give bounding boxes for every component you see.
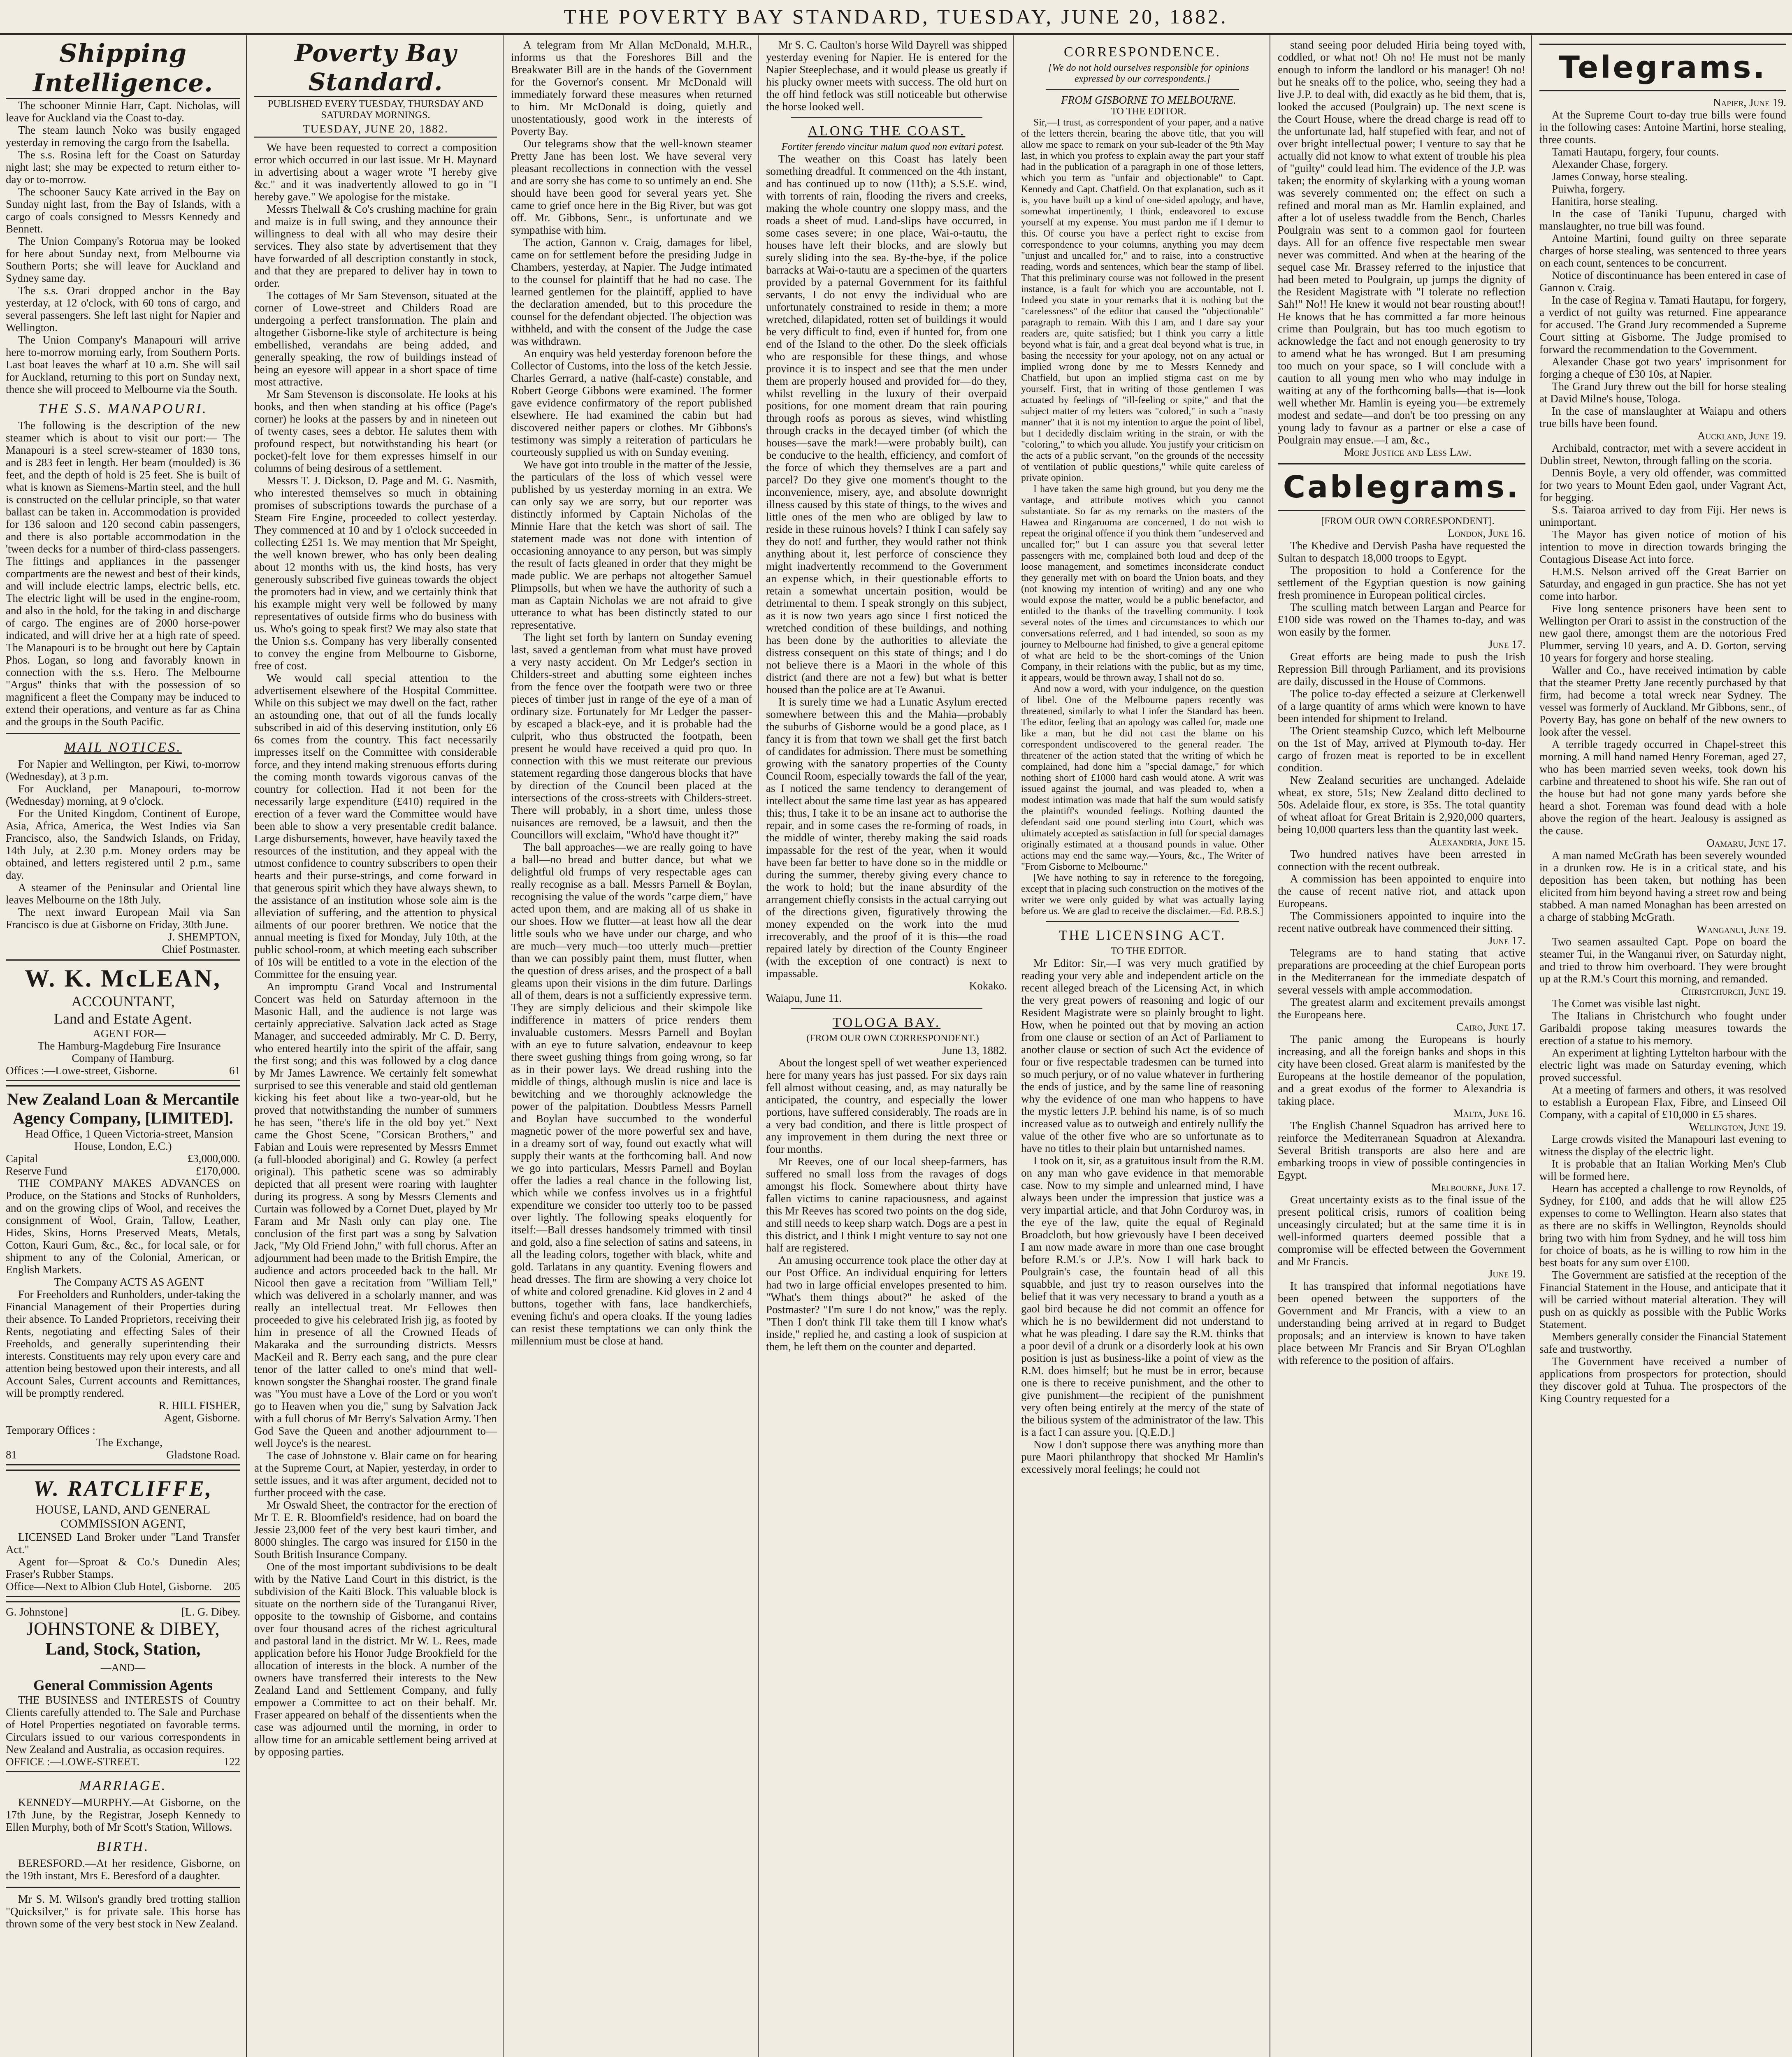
dateline: June 17.: [1488, 638, 1525, 650]
publication-days: PUBLISHED EVERY TUESDAY, THURSDAY AND SATURDAY MORNINGS.: [254, 96, 497, 121]
news-item: At the Supreme Court to-day true bills were found in the following cases: Antoine Martini, horse stealing, three counts.: [1539, 109, 1786, 146]
manapouri-heading: THE S.S. MANAPOURI.: [38, 401, 208, 416]
news-item: At a meeting of farmers and others, it was resolved to establish a European Flax, Fibre, and Linseed Oil Company, with a capital of £10,000 in £5 shares.: [1539, 1084, 1786, 1121]
paragraph: The cottages of Mr Sam Stevenson, situated at the corner of Lowe-street and Childers Road are undergoing a perfect transformation. The plain and altogether Gisborne-like style of architecture is being embellished, verandahs are being added, and generally speaking, the row of buildings instead of being an eyesore will appear in a short space of time most attractive.: [254, 289, 497, 388]
ad-nz-loan-office: Head Office, 1 Queen Victoria-street, Mansion House, London, E.C.): [25, 1128, 233, 1152]
news-item: The sculling match between Largan and Pearce for £100 side was rowed on the Thames to-day, and was won easily by the former.: [1278, 601, 1525, 638]
capital-value: £3,000,000.: [187, 1152, 240, 1165]
telegrams-heading: Telegrams.: [1559, 50, 1767, 85]
racing-note: [766, 39, 1007, 113]
news-item: Five long sentence prisoners have been sent to Wellington per Orari to assist in the construction of the new gaol there, amongst them are the notorious Fred Plummer, serving 10 years, and A. D. Gorton, serving 10 years for forgery and horse stealing.: [1539, 602, 1786, 664]
reserve-label: Reserve Fund: [6, 1165, 67, 1177]
paragraph: Messrs T. J. Dickson, D. Page and M. G. Nasmith, who interested themselves so much in obtaining promises of subscriptions towards the purchase of a Steam Fire Engine, proceeded to collect yesterday. They commenced at 10 and by 1 o'clock succeeded in collecting £251 1s. We may mention that Mr Speight, the well known brewer, who has only been dealing about 12 months with us, the kind hosts, has very generously subscribed five guineas towards the object the promoters had in view, and we certainly think that his example might very well be followed by many representatives of outside firms who do business with us. Who's going to speak first? We may also state that the Union s.s. Company has very liberally consented to convey the engine from Melbourne to Gisborne, free of cost.: [254, 474, 497, 672]
paragraph: Mr S. C. Caulton's horse Wild Dayrell was shipped yesterday evening for Napier. He is entered for the Napier Steeplechase, and it would please us greatly if his plucky owner meets with success. The old hurt on the off hind fetlock was still noticeable but otherwise the horse looked well.: [766, 39, 1007, 113]
paragraph: The schooner Saucy Kate arrived in the Bay on Sunday night last, from the Bay of Islands, with a cargo of coals consigned to Messrs Kennedy and Bennett.: [6, 186, 240, 235]
mail-notices-heading: MAIL NOTICES.: [64, 740, 182, 755]
newspaper-title: THE POVERTY BAY STANDARD, TUESDAY, JUNE 20, 1882.: [564, 5, 1228, 28]
news-item: The Mayor has given notice of motion of his intention to move in direction towards bringing the Contagious Disease Act into force.: [1539, 528, 1786, 565]
dateline: June 17.: [1488, 934, 1525, 947]
ad-mclean-offices: Offices :—Lowe-street, Gisborne.: [6, 1064, 158, 1077]
cablegram-items: [1278, 527, 1525, 1366]
paragraph: For Auckland, per Manapouri, to-morrow (Wednesday) morning, at 9 o'clock.: [6, 782, 240, 807]
postmaster-title: Chief Postmaster.: [162, 943, 240, 955]
column-2: [248, 35, 504, 2057]
news-item: The Government have received a number of applications from prospectors for protection, should they discover gold at Tuhua. The prospectors of the King Country requested for a: [1539, 1355, 1786, 1405]
paragraph: I have taken the same high ground, but you deny me the vantage, and attribute motives which you cannot substantiate. So far as my remarks on the masters of the Hawea and Ringarooma are concerned, I do not wish to repeat the original offence if you think them "undeserved and uncalled for;" but I can assure you that several letter passengers with me, complained both loud and deep of the loose management, and sometimes inconsiderate conduct they generally met with on board the Union boats, and they (not knowing my intention of writing) and any one who would expose the matter, would be a public benefactor, and entitled to the thanks of the travelling community. I took several notes of the times and circumstances to which our conversations referred, and I had intended, so soon as my journey to Melbourne had finished, to give a general epitome of what are held to be the short-comings of the Union Company, in their relations with the public, but as my time, it appears, would be thrown away, I shall not do so.: [1021, 484, 1264, 683]
news-item: James Conway, horse stealing.: [1552, 170, 1688, 183]
news-item: The Grand Jury threw out the bill for horse stealing at David Milne's house, Tologa.: [1539, 380, 1786, 405]
ad-mclean-role: ACCOUNTANT,: [71, 993, 175, 1010]
paragraph: For Napier and Wellington, per Kiwi, to-morrow (Wednesday), at 3 p.m.: [6, 758, 240, 782]
news-item: Hanitira, horse stealing.: [1552, 195, 1658, 207]
licensing-to-editor: TO THE EDITOR.: [1111, 946, 1186, 957]
ad-ratcliffe-no: 205: [223, 1580, 240, 1593]
news-item: A man named McGrath has been severely wounded in a drunken row. He is in a critical state, and his deposition has been taken, but nothing has been elicited from him beyond having a street row and being stabbed. A man named Monaghan has been arrested on a charge of stabbing McGrath.: [1539, 849, 1786, 923]
paragraph: stand seeing poor deluded Hiria being toyed with, coddled, or what not! Oh no! He must not be manly enough to inform the landlord or his manager! Oh no! but he sneaks off to the police, who, seeing they had a live J.P. to deal with, did exactly as he bid them, that is, looked the accused (Poulgrain) up. The next scene is the Court House, where the dread charge is read off to the unfortunate lad, half stupefied with fear, and not of over bright intellectual power; I venture to say that he actually did not know to what extent of trouble his plea of "guilty" could lead him. The evidence of the J.P. was taken; the enormity of skylarking with a young woman was severely commented on; the effect on such a refined and moral man as Mr. Hamlin explained, and after a lot of useless twaddle from the Bench, Charles Poulgrain was sent to a common gaol for fourteen days. All for an offence five respectable men swear never was committed. And when at the hearing of the sequel case Mr. Brassey referred to the injustice that had been meted to Poulgrain, up jumps the dignity of the Resident Magistrate with "I tolerate no reflection Sah!" No!! He knew it would not bear rousting about!! He knows that he has committed a far more heinous crime than Poulgrain, but has too much egotism to acknowledge the fact and not enough generosity to try to amend what he has wronged. But I am presuming too much on your space, so I will conclude with a caution to all young men who who may indulge in waiting at any of the forthcoming balls—that is—look well whether Mr. Hamlin is eyeing you—be extremely modest and sedate—and don't be too pressing on any young lady to favour as a partner or else a case of Poulgrain may ensue.—I am, &c.,: [1278, 39, 1525, 446]
letter-signature: More Justice and Less Law.: [1344, 446, 1472, 458]
ad-johnstone-body: THE BUSINESS and INTERESTS of Country Clients carefully attended to. The Sale and Purchase of Hotel Properties negotiated on favorable terms. Circulars issued to our various correspondents in New Zealand and Australia, as occasion requires.: [6, 1694, 240, 1755]
column-6: [1272, 35, 1532, 2057]
paragraph: We have been requested to correct a composition error which occurred in our last issue. Mr H. Maynard in advertising about a wager wrote "I hereby give &c." and it was inadvertently allowed to go in "I hereby gave." We apologise for the mistake.: [254, 141, 497, 203]
editorial-items: [254, 141, 497, 1758]
temp-offices-addr: The Exchange,: [96, 1436, 162, 1449]
paragraph: The Union Company's Rotorua may be looked for here about Sunday next, from Melbourne via Southern Ports; she will leave for Auckland and Sydney same day.: [6, 235, 240, 284]
divider: [1046, 89, 1239, 90]
news-item: The Khedive and Dervish Pasha have requested the Sultan to despatch 18,000 troops to Egypt.: [1278, 539, 1525, 564]
paragraph: I took on it, sir, as a gratuitous insult from the R.M. on any man who gave evidence in that memorable case. Now to my simple and unlearned mind, I have always been under the impression that justice was a very impartial article, and that John Corduroy was, in the eye of the law, quite the equal of Reginald Broadcloth, but how grievously have I been deceived I am now made aware in more than one case brought before R.M.'s or J.P.'s. Now I will hark back to Poulgrain's case, the fountain head of all this squabble, and just try to reason ourselves into the belief that it was very necessary to brand a youth as a gaol bird because he did not commit an offence for which he is no bewilderment did not understand to what he was pleading. I dare say the R.M. thinks that a poor devil of a drunk or a disorderly look at his own position is just as business-like a point of view as the R.M. does himself; but he must be in error, because one is there to receive punishment, and the other to give punishment—the recipient of the punishment very often being entirely at the mercy of the state of the bilious system of the administrator of the law. This is a fact I can assure you. [Q.E.D.]: [1021, 1154, 1264, 1438]
ad-mclean-name: W. K. McLEAN,: [24, 965, 222, 992]
local-news: [511, 39, 752, 1347]
news-item: S.s. Taiaroa arrived to day from Fiji. Her news is unimportant.: [1539, 504, 1786, 528]
news-item: The greatest alarm and excitement prevails amongst the Europeans here.: [1278, 996, 1525, 1021]
news-item: The Commissioners appointed to inquire into the recent native outbreak have commenced their sitting.: [1278, 910, 1525, 934]
news-item: Waller and Co., have received intimation by cable that the steamer Pretty Jane recently purchased by that firm, had become a total wreck near Sydney. The vessel was formerly of Auckland. Mr Gibbons, senr., of Poverty Bay, has gone on behalf of the new owners to look after the vessel.: [1539, 664, 1786, 738]
news-item: It has transpired that informal negotiations have been opened between the supporters of the Government and Mr Francis, with a view to an understanding being arrived at in regard to Budget proposals; and an interview is known to have taken place between Mr Francis and Sir Bryan O'Loghlan with reference to the position of affairs.: [1278, 1280, 1525, 1366]
temp-offices: Temporary Offices :: [6, 1424, 96, 1436]
cablegrams-source: [FROM OUR OWN CORRESPONDENT].: [1321, 516, 1495, 527]
paragraph: Our telegrams show that the well-known steamer Pretty Jane has been lost. We have several very pleasant recollections in connection with the vessel and are sorry she has come to so untimely an end. She should have been good for several years yet. She came to grief once here in the Big River, but was got off. Mr. Gibbons, Senr., is unfortunate and we sympathise with him.: [511, 137, 752, 236]
news-item: The Italians in Christchurch who fought under Garibaldi propose taking measures towards the erection of a statue to his memory.: [1539, 1010, 1786, 1047]
paragraph: Messrs Thelwall & Co's crushing machine for grain and maize is in full swing, and they announce their willingness to deal with all who may desire their services. They also state by advertisement that they have forwarded of all description constantly in stock, and that they are prepared to deliver hay in town to order.: [254, 203, 497, 289]
shipping-heading: Shipping Intelligence.: [6, 39, 240, 99]
licensing-letter-continued: [1278, 39, 1525, 446]
divider: [1278, 463, 1525, 464]
ad-nz-loan-name: New Zealand Loan & Mercantile Agency Company, [LIMITED].: [7, 1090, 239, 1127]
dateline: Wellington, June 19.: [1689, 1121, 1786, 1133]
ad-johnstone-sub3: General Commission Agents: [33, 1677, 213, 1693]
paragraph: An amusing occurrence took place the other day at our Post Office. An individual enquiring for letters had two in large official envelopes presented to him. "What's them things about?" he asked of the Postmaster? "I'm sure I do not know," was the reply. "Then I don't think I'll take them till I know what's inside," replied he, and casting a look of suspicion at them, he left them on the counter and departed.: [766, 1254, 1007, 1353]
paragraph: One of the most important subdivisions to be dealt with by the Native Land Court in this district, is the subdivision of the Kaiti Block. This valuable block is situate on the northern side of the Turanganui River, opposite to the township of Gisborne, and contains over four thousand acres of the richest agricultural and pastoral land in the district. Mr W. L. Rees, made application before his Honor Judge Brookfield for the allocation of interests in the block. A number of the owners have transferred their interests to the New Zealand Land and Settlement Company, and fully empower a Committee to act on their behalf. Mr. Fraser appeared on behalf of the dissentients when the case was adjourned until the morning, in order to allow time for an amicable settlement being arrived at by opposing parties.: [254, 1560, 497, 1758]
ad-mclean-no: 61: [229, 1064, 240, 1077]
dateline: Christchurch, June 19.: [1681, 985, 1786, 997]
ad-nz-loan-sign: R. HILL FISHER,: [158, 1399, 240, 1412]
news-item: In the case of Taniki Tupunu, charged with manslaughter, no true bill was found.: [1539, 207, 1786, 232]
ad-nz-loan-acts-head: The Company ACTS AS AGENT: [54, 1276, 204, 1288]
divider: [1046, 921, 1239, 922]
licensing-heading: THE LICENSING ACT.: [1058, 928, 1226, 943]
paragraph: The next inward European Mail via San Francisco is due at Gisborne on Friday, 30th June.: [6, 906, 240, 931]
tologa-date: June 13, 1882.: [942, 1044, 1007, 1056]
paragraph: The following is the description of the new steamer which is about to visit our port:— The Manapouri is a steel screw-steamer of 1830 tons, and is 283 feet in length. Her beam (moulded) is 36 feet, and the depth of hold is 25 feet. She is built of what is known as Siemens-Martin steel, and the hull is constructed on the cellular principle, so that water ballast can be taken in. Accommodation is provided for 136 saloon and 120 second cabin passengers, and there is also portable accommodation in the 'tween decks for a number of third-class passengers. The fittings and appliances in the passenger compartments are the newest and best of their kinds, and will include electric lamps, electric bells, etc. The electric light will be used in the engine-room, and also in the hold, for the taking in and discharge of cargo. The engines are of 2000 horse-power indicated, and will drive her at a high rate of speed. The Manapouri is to be brought out here by Captain Phos. Logan, so long and favorably known in connection with the s.s. Hero. The Melbourne "Argus" thinks that with the possession of so magnificent a fleet the Company may be induced to extend their operations, and venture as far as China and the groups in the South Pacific.: [6, 419, 240, 728]
paragraph: An enquiry was held yesterday forenoon before the Collector of Customs, into the loss of the ketch Jessie. Charles Gerrard, a native (half-caste) constable, and Robert George Gibbons were examined. The former gave evidence confirmatory of the report published elsewhere. He had examined the cabin but had discovered neither papers or clothes. Mr Gibbons's testimony was simply a reiteration of particulars he courteously supplied us with on Sunday evening.: [511, 347, 752, 458]
news-item: Two seamen assaulted Capt. Pope on board the steamer Tui, in the Wanganui river, on Saturday night, and tried to throw him overboard. They were brought up at the R.M.'s Court this morning, and remanded.: [1539, 936, 1786, 985]
partner-right: [L. G. Dibey.: [181, 1606, 240, 1618]
divider: [6, 733, 240, 734]
dateline: London, June 16.: [1448, 527, 1525, 539]
news-item: A terrible tragedy occurred in Chapel-street this morning. A mill hand named Henry Foreman, aged 27, who has been married seven weeks, took down his carbine and threatened to shoot his wife. She ran out of the house but had not gone many yards before she heard a shot. Foreman was found dead with a hole above the region of the heart. Jealousy is assigned as the cause.: [1539, 738, 1786, 837]
correspondence-disclaimer: [We do not hold ourselves responsible for opinions expressed by our correspondents.]: [1048, 63, 1249, 84]
news-item: Alexander Chase got two years' imprisonment for forging a cheque of £30 10s, at Napier.: [1539, 355, 1786, 380]
column-7: [1534, 35, 1792, 2057]
ad-nz-loan-acts: For Freeholders and Runholders, under-taking the Financial Management of their Properties during their absence. To Landed Proprietors, receiving their Rents, negotiating and effecting Sales of their Freeholds, and generally superintending their interests. Constituents may rely upon every care and attention being bestowed upon their interests, and all Account Sales, Current accounts and Remittances, will be promptly rendered.: [6, 1288, 240, 1399]
marriage-heading: MARRIAGE.: [79, 1778, 167, 1793]
temp-no: 81: [6, 1449, 17, 1461]
divider: [791, 1008, 982, 1009]
news-item: The Orient steamship Cuzco, which left Melbourne on the 1st of May, arrived at Plymouth to-day. Her cargo of frozen meat is reported to be in excellent condition.: [1278, 724, 1525, 774]
issue-date: TUESDAY, JUNE 20, 1882.: [254, 121, 497, 138]
ad-johnstone-sub2: —AND—: [100, 1662, 146, 1674]
paragraph: We have got into trouble in the matter of the Jessie, the particulars of the loss of which vessel were published by us yesterday morning in an extra. We can only say we are sorry, but our reporter was distinctly informed by Captain Nicholas of the Minnie Hare that the ketch was short of sail. The statement made was not done with intention of occasioning annoyance to any person, but was simply the result of facts gleaned in order that they might be made public. We are perhaps not altogether Samuel Plimpsolls, but when we have the authority of such a man as Captain Nicholas we are not afraid to give utterance to what has been distinctly stated to our representative.: [511, 458, 752, 631]
news-item: The Government are satisfied at the reception of the Financial Statement in the House, and anticipate that it will be carried without material alteration. They will push on as quickly as possible with the Public Works Statement.: [1539, 1269, 1786, 1330]
news-item: Telegrams are to hand stating that active preparations are proceeding at the chief European ports in the Mediterranean for the immediate despatch of several vessels with ample accommodation.: [1278, 947, 1525, 996]
paragraph: The weather on this Coast has lately been something dreadful. It commenced on the 4th instant, and has continued up to now (11th); a S.S.E. wind, with torrents of rain, flooding the rivers and creeks, making the whole country one sloppy mass, and the roads a sheet of mud. Land-slips have occurred, in some cases severe; in one place, Wai-o-tautu, the houses have left their blocks, and are slowly but surely sliding into the sea. By-the-bye, if the police barracks at Wai-o-tautu are a specimen of the quarters provided by a paternal Government for its faithful servants, I do not envy the individual who are unfortunately constrained to reside in them; a more wretched, dilapidated, rotten set of buildings it would be very difficult to find, even if hunted for, from one end of the Island to the other. Do the sleek officials who are responsible for these things, and whose province it is to inspect and see that the men under them are properly housed and provided for—do they, whilst revelling in the luxury of their overpaid positions, for one moment dream that rain pouring through roofs as porous as sieves, wind whistling through cracks in the decayed timber (of which the houses—save the mark!—were probably built), can be conducive to the health, efficiency, and comfort of the force of which they themselves are a part and parcel? Do they give one moment's thought to the inconvenience, misery, aye, and absolute downright illness caused by this state of things, to the wives and little ones of the men who are obliged by law to reside in these ruinous hovels? I think I can safely say they do not! and further, they would rather not think anything about it, lest perforce of conscience they might inadvertently recommend to the Government an expense which, in their questionable efforts to retain a somewhat uncertain position, would be detrimental to them. I speak strongly on this subject, as it is now two years ago since I first noticed the wretched condition of these buildings, and nothing has been done by the authorities to alleviate the distress consequent on this state of things; and I do not believe there is a Maori in the whole of this district (and there are not a few) but what is better housed than the police are at Te Awanui.: [766, 153, 1007, 696]
dateline: Alexandria, June 15.: [1429, 836, 1525, 848]
shipping-news: [6, 99, 240, 395]
paragraph: [We have nothing to say in reference to the foregoing, except that in placing such construction on the motives of the writer we were only guided by what was actually laying before us. We are glad to receive the disclaimer.—Ed. P.B.S.]: [1021, 873, 1264, 917]
ad-johnstone-name: JOHNSTONE & DIBEY,: [26, 1618, 220, 1639]
temp-road: Gladstone Road.: [166, 1449, 240, 1461]
postmaster-name: J. SHEMPTON,: [168, 931, 240, 943]
news-item: Great uncertainty exists as to the final issue of the present political crisis, rumors of coalition being unceasingly circulated; but at the same time it is in well-informed quarters deemed possible that a compromise will be effected between the Government and Mr Francis.: [1278, 1193, 1525, 1268]
coast-motto: Fortiter ferendo vincitur malum quod non evitari potest.: [781, 142, 1004, 152]
to-editor: TO THE EDITOR.: [1111, 106, 1186, 117]
tologa-article: [766, 1056, 1007, 1353]
news-item: Alexander Chase, forgery.: [1552, 158, 1668, 170]
news-item: Large crowds visited the Manapouri last evening to witness the display of the electric light.: [1539, 1133, 1786, 1158]
news-item: Notice of discontinuance has been entered in case of Gannon v. Craig.: [1539, 269, 1786, 294]
manapouri-article: [6, 419, 240, 728]
news-item: Puiwha, forgery.: [1552, 183, 1625, 195]
masthead: [0, 0, 1792, 35]
paragraph: The s.s. Orari dropped anchor in the Bay yesterday, at 12 o'clock, with 60 tons of cargo, and several passengers. She left last night for Napier and Wellington.: [6, 284, 240, 334]
dateline: Oamaru, June 17.: [1706, 837, 1786, 849]
paragraph: Mr Editor: Sir,—I was very much gratified by reading your very able and independent article on the recent alleged breach of the Licensing Act, in which the very great powers of reasoning and logic of our Resident Magistrate were so plainly brought to light. How, when he pointed out that by moving an action from one clause or section of an Act of Parliament to another clause or section of such Act the evidence of four or five respectable tradesmen can be turned into so much perjury, or of no value whatever in furthering the ends of justice, and by the same line of reasoning why the evidence of one man who happens to have the mystic letters J.P. behind his name, is of so much increased value as to outweigh and entirely nullify the value of the other five who are so unfortunate as to have no titles to their plain but untarnished names.: [1021, 957, 1264, 1154]
dateline: Cairo, June 17.: [1456, 1021, 1525, 1033]
news-item: The proposition to hold a Conference for the settlement of the Egyptian question is now gaining fresh prominence in European political circles.: [1278, 564, 1525, 601]
ad-ratcliffe-body: LICENSED Land Broker under "Land Transfer Act.": [6, 1531, 240, 1556]
news-item: Two hundred natives have been arrested in connection with the recent outbreak.: [1278, 848, 1525, 873]
news-item: Dennis Boyle, a very old offender, was committed for two years to Mount Eden gaol, under Vagrant Act, for begging.: [1539, 467, 1786, 504]
divider: [6, 1887, 240, 1888]
news-item: The panic among the Europeans is hourly increasing, and all the foreign banks and shops in this city have been closed. Great alarm is manifested by the Europeans at the hostile demeanor of the population, and a great exodus of the former to Alexandria is taking place.: [1278, 1033, 1525, 1107]
dateline: Napier, June 19.: [1713, 96, 1786, 109]
tologa-heading: TOLOGA BAY.: [832, 1015, 941, 1030]
paper-title: Poverty Bay Standard.: [295, 39, 457, 96]
paragraph: The Union Company's Manapouri will arrive here to-morrow morning early, from Southern Ports. Last boat leaves the wharf at 10 a.m. She will sail for Auckland, returning to this port on Sunday next, thence she will proceed to Melbourne via the South.: [6, 334, 240, 395]
news-item: H.M.S. Nelson arrived off the Great Barrier on Saturday, and engaged in gun practice. She has not yet come into harbor.: [1539, 565, 1786, 602]
dateline: Auckland, June 19.: [1697, 430, 1786, 442]
news-item: Tamati Hautapu, forgery, four counts.: [1552, 146, 1719, 158]
cablegrams-heading: Cablegrams.: [1283, 469, 1520, 505]
paragraph: The schooner Minnie Harr, Capt. Nicholas, will leave for Auckland via the Coast to-day.: [6, 99, 240, 124]
coast-signature: Kokako.: [969, 980, 1007, 992]
paragraph: About the longest spell of wet weather experienced here for many years has just passed. For six days rain fell almost without ceasing, and, as may naturally be anticipated, the country, and especially the lower portions, have suffered considerably. The roads are in a very bad condition, and there is little prospect of any improvement in them during the next three or four months.: [766, 1056, 1007, 1155]
news-item: The police to-day effected a seizure at Clerkenwell of a large quantity of arms which were known to have been intended for shipment to Ireland.: [1278, 687, 1525, 724]
news-item: An experiment at lighting Lyttelton harbour with the electric light was made on Saturday evening, which proved successful.: [1539, 1047, 1786, 1084]
dateline: June 19.: [1488, 1268, 1525, 1280]
correspondence-subhead: FROM GISBORNE TO MELBOURNE.: [1061, 94, 1236, 106]
column-1: [0, 35, 247, 2057]
along-coast-heading: ALONG THE COAST.: [808, 123, 966, 139]
ad-mclean-agent: The Hamburg-Magdeburg Fire Insurance Company of Hamburg.: [37, 1040, 221, 1064]
licensing-letter: [1021, 957, 1264, 1475]
tologa-sub: (FROM OUR OWN CORRESPONDENT.): [806, 1033, 979, 1044]
ad-johnstone-no: 122: [223, 1755, 240, 1768]
ad-nz-loan-body: THE COMPANY MAKES ADVANCES on Produce, on the Stations and Stocks of Runholders, and on the growing clips of Wool, and receives the consignment of Wool, Grain, Tallow, Leather, Hides, Skins, Horns Preserved Meats, Metals, Cotton, Kauri Gum, &c., &c., for local sale, or for shipment to any of the Colonial, American, or English Markets.: [6, 1177, 240, 1276]
ad-ratcliffe: [6, 1470, 240, 1597]
ad-ratcliffe-agent: Agent for—Sproat & Co.'s Dunedin Ales; Fraser's Rubber Stamps.: [6, 1556, 240, 1580]
paragraph: The case of Johnstone v. Blair came on for hearing at the Supreme Court, at Napier, yesterday, in order to settle issues, and it was after argument, decided not to further proceed with the case.: [254, 1449, 497, 1499]
divider: [1278, 510, 1525, 511]
news-item: Members generally consider the Financial Statement safe and trustworthy.: [1539, 1330, 1786, 1355]
paragraph: The steam launch Noko was busily engaged yesterday in removing the cargo from the Isabella.: [6, 124, 240, 149]
news-item: The Comet was visible last night.: [1552, 997, 1701, 1010]
paragraph: The light set forth by lantern on Sunday evening last, saved a gentleman from what must have proved a very nasty accident. On Mr Ledger's section in Childers-street and abutting some eighteen inches from the fence over the footpath were two or three pieces of timber just in range of the eye of a man of ordinary size. Fortunately for Mr Ledger the passer-by escaped a black-eye, and it is probable had the culprit, who thus obstructed the footpath, been present he would have received a quid pro quo. In connection with this we must reiterate our previous statement regarding those dangerous blocks that have by direction of the Council been placed at the intersections of the cross-streets with Childers-street. There will probably, in a short time, unless those nuisances are removed, be a lawsuit, and then the Councillors will exclaim, "Who'd have thought it?": [511, 631, 752, 841]
news-item: In the case of manslaughter at Waiapu and others true bills have been found.: [1539, 405, 1786, 430]
paragraph: The ball approaches—we are really going to have a ball—no bread and butter dance, but what we delightful old frumps of very respectable ages can really recognise as a ball. Messrs Parnell & Boylan, recognising the value of the words "carpe diem," have acted upon them, and are making all of us shake in our shoes. How we flutter—at least how all the dear little souls who we have under our charge, and who are much—very much—too utterly much—prettier than we can possibly paint them, must flutter, when the question of dress arises, and the prospect of a ball gleams upon their visions in the dim future. Darlings all of them, dears is not a sufficiently expressive term. They are simply delicious and their skimpole like indifference in matters of price renders them invaluable customers. Messrs Parnell and Boylan with an eye to future salvation, endeavour to keep there sweet gushing things from going wrong, so far as in their power lays. We dread rushing into the middle of things, although muslin is nice and lace is bewitching and we thoroughly acknowledge the power of the palpitation. Doubtless Messrs Parnell and Boylan have succumbed to the wonderful magnetic power of the more powerful sex and have, in a dreamy sort of way, found out exactly what will supply their wants at the forthcoming ball. And now we go into particulars, Messrs Parnell and Boylan offer the ladies a real chance in the following list, which while we confess involves us in a frightful expenditure we consider too utterly too to be passed over lightly. The following speaks eloquently for itself:—Ball dresses handsomely trimmed with tinsil and gold, also a fine selection of satins and sateens, in all the leading colors, together with black, white and gold. Tarlatans in any quantity. Evening flowers and head dresses. The firm are showing a very choice lot of white and colored grenadine. Kid gloves in 2 and 4 buttons, together with fans, lace handkerchiefs, evening fichu's and opera cloaks. If the young ladies can resist these temptations we can only think the millennium must be close at hand.: [511, 841, 752, 1347]
news-item: Antoine Martini, found guilty on three separate charges of horse stealing, was sentenced to three years on each count, sentences to be concurrent.: [1539, 232, 1786, 269]
paragraph: And now a word, with your indulgence, on the question of libel. One of the Melbourne papers recently was threatened, similarly to what I infer the Standard has been. The editor, feeling that an apology was called for, made one like a man, but he did not cast the blame on his correspondent undiscovered to the general reader. The threatener of the action stated that the writing of which he complained, had done him a "special damage," for which nothing short of £1000 hard cash would atone. A writ was issued against the journal, and was pleaded to, when a modest intimation was made that half the sum would satisfy the plaintiff's wounded feelings. Nothing daunted the defendant said one pound sterling into Court, which was ultimately accepted as satisfaction in full for special damages originally estimated at a thousand pounds in value. Other actions may end the same way.—Yours, &c., The Writer of "From Gisborne to Melbourne.": [1021, 684, 1264, 872]
column-3: [505, 35, 759, 2057]
news-item: Archibald, contractor, met with a severe accident in Dublin street, Newton, through falling on the scoria.: [1539, 442, 1786, 467]
ad-johnstone-sub1: Land, Stock, Station,: [45, 1640, 201, 1659]
paragraph: Now I don't suppose there was anything more than pure Maori philanthropy that shocked Mr Hamlin's excessively moral feelings; he could not: [1021, 1438, 1264, 1475]
divider: [1539, 90, 1786, 91]
marriage-notice: KENNEDY—MURPHY.—At Gisborne, on the 17th June, by the Registrar, Joseph Kennedy to Ellen Murphy, both of Mr Scott's Station, Willows.: [6, 1796, 240, 1833]
telegram-items: [1539, 96, 1786, 1405]
correspondence-heading: CORRESPONDENCE.: [1063, 44, 1221, 60]
paragraph: The s.s. Rosina left for the Coast on Saturday night last; she may be expected to return either to-day or to-morrow.: [6, 149, 240, 186]
dateline: Wanganui, June 19.: [1697, 923, 1786, 936]
paragraph: It is surely time we had a Lunatic Asylum erected somewhere between this and the Mahia—probably the suburbs of Gisborne would be a good place, as I fancy it is from that town we shall get the first batch of candidates for admission. There must be something growing with the sanatory properties of the County Council Room, especially towards the fall of the year, as I noticed the same tendency to derangement of intellect about the same time last year as has appeared this; thus, I take it to be an insane act to authorise the repair, and in some cases the re-forming of roads, in the middle of winter, thereby making the said roads impassable for the rest of the year, when it would have been far better to have done so in the middle or during the summer, thereby giving every chance to the work to hold; but the inane absurdity of the arrangement chiefly consists in the actual carrying out of the directions given, figuratively throwing the money expended on the work into the mud irrecoverably, and the proof of it is this—the road repaired lately by direction of the County Engineer (with the exception of one contract) is next to impassable.: [766, 696, 1007, 980]
news-item: The English Channel Squadron has arrived here to reinforce the Mediterranean Squadron at Alexandra. Several British transports are also here and are embarking troops in view of possible contingencies in Egypt.: [1278, 1119, 1525, 1181]
dateline: Malta, June 16.: [1453, 1107, 1525, 1119]
reserve-value: £170,000.: [196, 1165, 240, 1177]
ad-johnstone: [6, 1601, 240, 1772]
news-item: In the case of Regina v. Tamati Hautapu, for forgery, a verdict of not guilty was returned. Fine appearance for accused. The Grand Jury recommended a Supreme Court sitting at Gisborne. The Judge promised to forward the recommendation to the Government.: [1539, 294, 1786, 355]
paragraph: Mr Sam Stevenson is disconsolate. He looks at his books, and then when standing at his office (Page's corner) he looks at the passers by and in nineteen out of twenty cases, sees a debtor. He salutes them with profound respect, but notwithstanding his heart (or pocket)-felt love for them expresses himself in our columns of being desirous of a settlement.: [254, 388, 497, 474]
ad-mclean-role2: Land and Estate Agent.: [54, 1010, 192, 1027]
mail-notices: [6, 758, 240, 931]
ad-ratcliffe-sub: HOUSE, LAND, AND GENERAL COMMISSION AGENT,: [35, 1503, 211, 1530]
paragraph: For the United Kingdom, Continent of Europe, Asia, Africa, America, the West Indies via San Francisco, also, the Sandwich Islands, on Friday, 14th July, at 2.30 p.m. Money orders may be obtained, and letters registered until 2 p.m., same day.: [6, 807, 240, 881]
correspondence-letter: [1021, 117, 1264, 917]
ad-johnstone-office: OFFICE :—LOWE-STREET.: [6, 1755, 139, 1768]
paragraph: Mr Reeves, one of our local sheep-farmers, has suffered no small loss from the ravages of dogs amongst his flock. Somewhere about thirty have fallen victims to canine rapaciousness, and against this Mr Reeves has scored two points on the dog side, and still needs to keep sharp watch. Dogs are a pest in this district, and I think I might venture to say not one half are registered.: [766, 1155, 1007, 1254]
coast-dateline: Waiapu, June 11.: [766, 992, 842, 1004]
paragraph: Sir,—I trust, as correspondent of your paper, and a native of the letters therein, bearing the above title, that you will allow me space to remark on your sub-leader of the 9th May last, in which you profess to explain away the part your staff had in the publication of a paragraph in one of those letters, which you term as "unfair and objectionable" to Capt. Kennedy and Capt. Chatfield. On that explanation, such as it is, you have built up a kind of one-sided apology, and have, somewhat impertinently, I think, endeavored to excuse yourself at my expense. You must pardon me if I demur to this. Of course you have a perfect right to excise from correspondence to your columns, anything you may deem "unjust and uncalled for," and to raise, into a constructive reading, words and sentences, which bear the stamp of libel. That this preliminary course was not followed in the present instance, is a fault for which you are accountable, not I. Indeed you state in your remarks that it is nothing but the "carelessness" of the editor that caused the "objectionable" paragraph to remain. With this I am, and I dare say your readers are, quite satisfied; but I think you carry a little beyond what is fair, and a great deal beyond what is true, in basing the necessity for your apology, not on any actual or implied wrong done by me to Messrs Kennedy and Chatfield, but upon an implied stigma cast on me by yourself. First, that in writing of those gentlemen I was actuated by feelings of "ill-feeling or spite," and that the subject matter of my letters was "colored," in such a "nasty manner" that it is not my intention to argue the point of libel, but I decidedly disclaim writing in the strain, or with the "coloring," to which you allude. You justify your criticism on the acts of a public servant, "on the grounds of the necessity of ventilation of public questions," while quite careless of private opinion.: [1021, 117, 1264, 483]
dateline: Melbourne, June 17.: [1431, 1181, 1525, 1193]
along-coast-article: [766, 153, 1007, 980]
paragraph: An impromptu Grand Vocal and Instrumental Concert was held on Saturday afternoon in the Masonic Hall, and the audience is not large was certainly appreciative. Salvation Jack acted as Stage Manager, and succeeded admirably. Mr C. D. Berry, who entered heartily into the spirit of the affair, sang the first song; and this was followed by a clog dance by Mr James Lawrence. We certainly felt somewhat surprised to see this venerable and staid old gentleman kicking his feet about like a two-year-old, but he proved that notwithstanding the number of summers he has seen, "there's life in the old boy yet." Next came the Ghost Scene, "Corsican Brothers," and Fabian and Louis were represented by Messrs Emmet (a full-blooded aboriginal) and G. Rowley (a perfect original). This pathetic scene was so admirably depicted that all present were roaring with laughter during its progress. A song by Messrs Clements and Curtain was followed by a Cornet Duet, played by Mr Faram and Mr Nash only can play one. The conclusion of the first part was a song by Salvation Jack, "My Old Friend John," with full chorus. After an adjournment had been made to the British Empire, the audience and actors proceeded back to the hall. Mr Nicool then gave a recitation from "William Tell," which was delivered in a scholarly manner, and was really an intellectual treat. Mr Fellowes then proceeded to give his celebrated Irish jig, as footed by him in presence of all the Crowned Heads of Makaraka and the surrounding districts. Messrs MacKeil and R. Berry each sang, and the pure clear tenor of the latter called to one's mind that well-known songster the Shanghai rooster. The grand finale was "You must have a Love of the Lord or you won't go to Heaven when you die," sung by Salvation Jack with a full chorus of Mr Berry's Salvation Army. Then God Save the Queen and another adjournment to—well Joyce's is the nearest.: [254, 980, 497, 1449]
birth-heading: BIRTH.: [96, 1839, 150, 1854]
column-4: [760, 35, 1014, 2057]
column-5: [1015, 35, 1270, 2057]
ad-ratcliffe-office: Office—Next to Albion Club Hotel, Gisborne.: [6, 1580, 212, 1593]
ad-mclean-agent-head: AGENT FOR—: [93, 1027, 166, 1040]
partner-left: G. Johnstone]: [6, 1606, 67, 1618]
ad-mclean: [6, 959, 240, 1081]
news-item: A commission has been appointed to enquire into the cause of recent native riot, and attack upon Europeans.: [1278, 873, 1525, 910]
paragraph: We would call special attention to the advertisement elsewhere of the Hospital Committee. While on this subject we may dwell on the fact, rather an astounding one, that out of all the funds locally subscribed in aid of this deserving institution, only £6 6s comes from the country. This fact necessarily impresses itself on the Committee with considerable force, and they intend making strenuous efforts during the coming month towards vigorous canvas of the country for collection. Had it not been for the necessarily large expenditure (£410) required in the erection of a fever ward the Committee would have been able to show a very presentable credit balance. Large disbursements, however, have heavily taxed the resources of the institution, and they appeal with the utmost confidence to country subscribers to open their hearts and their purse-strings, and come forward in that generous spirit which they have always shewn, to the assistance of an institution whose sole aim is the alleviation of suffering, and the attention to physical ailments of our poorer brethren. We notice that the annual meeting is fixed for Monday, July 10th, at the public school-room, at which meeting each subscriber of 10s will be entitled to a vote in the election of the Committee for the ensuing year.: [254, 672, 497, 980]
page-body: [0, 35, 1792, 2057]
divider: [791, 117, 982, 118]
news-item: It is probable that an Italian Working Men's Club will be formed here.: [1539, 1158, 1786, 1182]
paragraph: Mr Oswald Sheet, the contractor for the erection of Mr T. E. R. Bloomfield's residence, had on board the Jessie 23,000 feet of the very best kauri timber, and 8000 shingles. The cargo was insured for £150 in the South British Insurance Company.: [254, 1499, 497, 1560]
ad-ratcliffe-name: W. RATCLIFFE,: [33, 1476, 213, 1501]
paragraph: A steamer of the Peninsular and Oriental line leaves Melbourne on the 18th July.: [6, 881, 240, 906]
stallion-notice: Mr S. M. Wilson's grandly bred trotting stallion "Quicksilver," is for private sale. This horse has thrown some of the very best stock in New Zealand.: [6, 1893, 240, 1930]
capital-label: Capital: [6, 1152, 38, 1165]
ad-nz-loan-sign-title: Agent, Gisborne.: [164, 1412, 240, 1424]
birth-notice: BERESFORD.—At her residence, Gisborne, on the 19th instant, Mrs E. Beresford of a daughter.: [6, 1857, 240, 1882]
news-item: New Zealand securities are unchanged. Adelaide wheat, ex store, 51s; New Zealand ditto declined to 50s. Adelaide flour, ex store, is 35s. The total quantity of wheat afloat for Great Britain is 2,920,000 quarters, being 10,000 quarters less than the quantity last week.: [1278, 774, 1525, 836]
news-item: Great efforts are being made to push the Irish Repression Bill through Parliament, and its provisions are daily, discussed in the House of Commons.: [1278, 650, 1525, 687]
ad-nz-loan: [6, 1085, 240, 1465]
news-item: Hearn has accepted a challenge to row Reynolds, of Sydney, for £100, and adds that he will allow £25 expenses to come to Wellington. Hearn also states that as there are no skiffs in Wellington, Reynolds should bring two with him from Sydney, and he will toss him for choice of boats, as he is willing to row him in the best boats for any sum over £100.: [1539, 1182, 1786, 1269]
divider: [1539, 44, 1786, 45]
paragraph: The action, Gannon v. Craig, damages for libel, came on for settlement before the presiding Judge in Chambers, yesterday, at Napier. The Judge intimated to the counsel for plaintiff that he had no case. The learned gentlemen for the plaintiff, applied to have the declaration amended, but to this procedure the counsel for the defendant objected. The objection was withheld, and with the consent of the Judge the case was withdrawn.: [511, 236, 752, 347]
paragraph: A telegram from Mr Allan McDonald, M.H.R., informs us that the Foreshores Bill and the Breakwater Bill are in the hands of the Government for the Governor's consent. Mr McDonald will immediately forward these measures when returned to him. Mr McDonald is doing, quietly and unostentatiously, good work in the interests of Poverty Bay.: [511, 39, 752, 137]
